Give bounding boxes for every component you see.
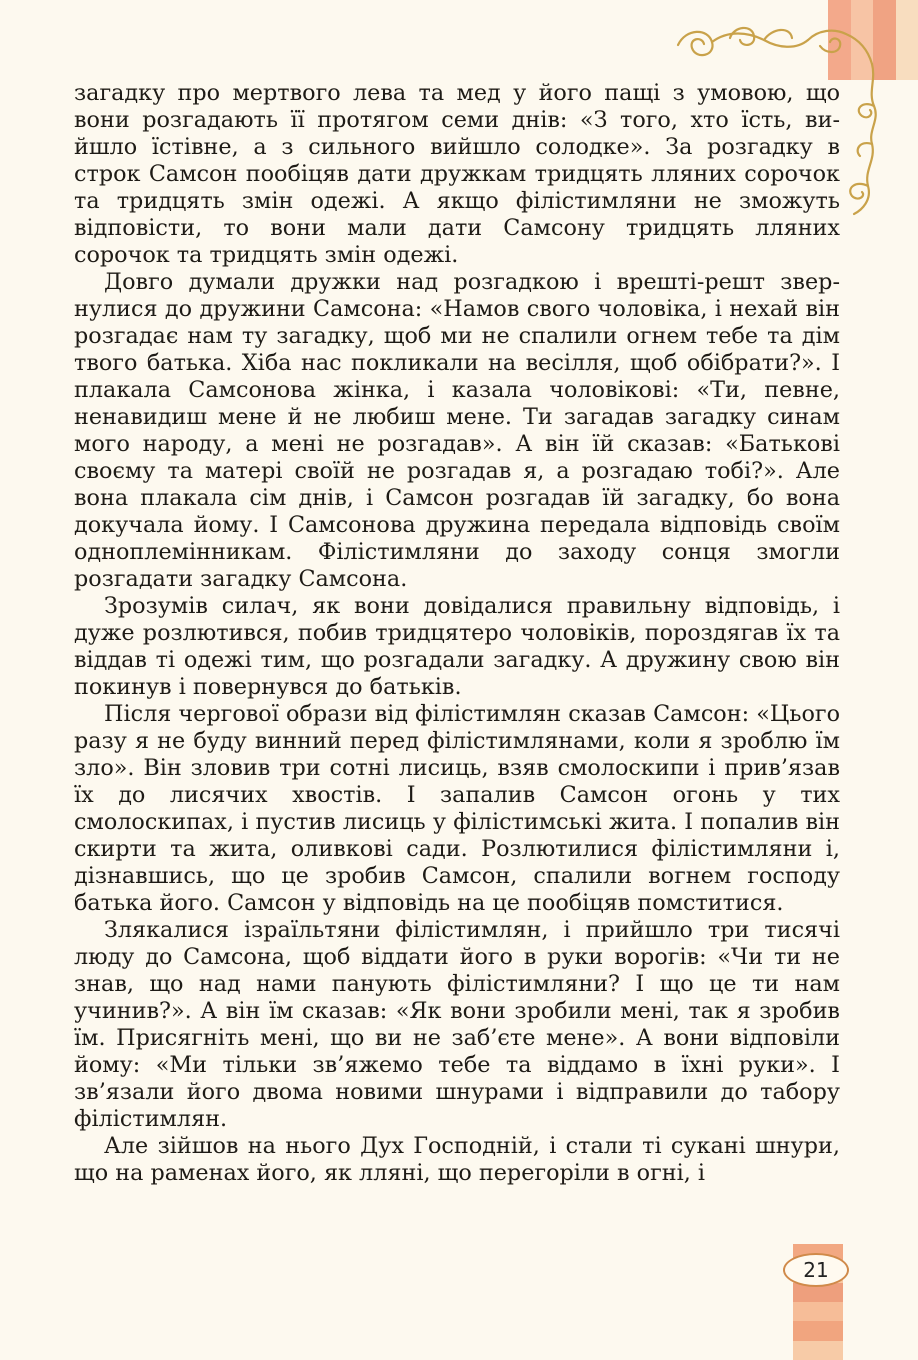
side-bar-stripe bbox=[793, 1321, 843, 1340]
paragraph: Але зійшов на нього Дух Господній, і стали ті сукані шнури, що на раменах його, як лляні, що перегоріли в огні, і bbox=[74, 1133, 840, 1186]
paragraph: загадку про мертвого лева та мед у його пащі з умовою, що вони розгадають її протягом семи днів: «З того, хто їсть, вийшло їстівне, а з сильного вийшло солодке». За розгадку в строк Самсон пообіцяв дати дружкам тридцять лляних сорочок та тридцять змін одежі. А якщо філістимляни не зможуть відповісти, то вони мали дати Самсону тридцять лляних сорочок та тридцять змін одежі. bbox=[74, 80, 840, 268]
page-number: 21 bbox=[783, 1253, 849, 1287]
body-text bbox=[74, 80, 840, 1187]
paragraph: Зрозумів силач, як вони довідалися правильну відповідь, і дуже розлютився, побив тридцятеро чоловіків, пороздягав їх та віддав ті одежі тим, що розгадали загадку. А дружину свою він покинув і повернувся до батьків. bbox=[74, 593, 840, 700]
corner-stripe bbox=[896, 0, 918, 80]
paragraph: Після чергової образи від філістимлян сказав Самсон: «Цього разу я не буду винний перед філістимлянами, коли я зроблю їм зло». Він зловив три сотні лисиць, взяв смолоскипи і прив’язав їх до лисячих хвостів. І запалив Самсон огонь у тих смолоскипах, і пустив лисиць у філістимські жита. І попалив він скирти та жита, оливкові сади. Розлютилися філістимляни і, дізнавшись, що це зробив Самсон, спалили вогнем господу батька його. Самсон у відповідь на це пообіцяв помститися. bbox=[74, 701, 840, 916]
side-bar-stripe bbox=[793, 1341, 843, 1360]
paragraph: Довго думали дружки над розгадкою і врешті-решт звернулися до дружини Самсона: «Намов свого чоловіка, і нехай він розгадає нам ту загадку, щоб ми не спалили огнем тебе та дім твого батька. Хіба нас покликали на весілля, щоб обібрати?». І плакала Самсонова жінка, і казала чоловікові: «Ти, певне, ненавидиш мене й не любиш мене. Ти загадав загадку синам мого народу, а мені не розгадав». А він їй сказав: «Батькові своєму та матері своїй не розгадав я, а розгадаю тобі?». Але вона плакала сім днів, і Самсон розгадав їй загадку, бо вона докучала йому. І Самсонова дружина передала відповідь своїм одноплемінникам. Філістимляни до заходу сонця змогли розгадати загадку Самсона. bbox=[74, 269, 840, 592]
paragraph: Злякалися ізраїльтяни філістимлян, і прийшло три тисячі люду до Самсона, щоб віддати його в руки ворогів: «Чи ти не знав, що над нами панують філістимляни? І що це ти нам учинив?». А він їм сказав: «Як вони зробили мені, так я зробив їм. Присягніть мені, що ви не заб’єте мене». А вони відповіли йому: «Ми тільки зв’яжемо тебе та віддамо в їхні руки». І зв’язали його двома новими шнурами і відправили до табору філістимлян. bbox=[74, 917, 840, 1132]
side-bar-stripe bbox=[793, 1302, 843, 1321]
